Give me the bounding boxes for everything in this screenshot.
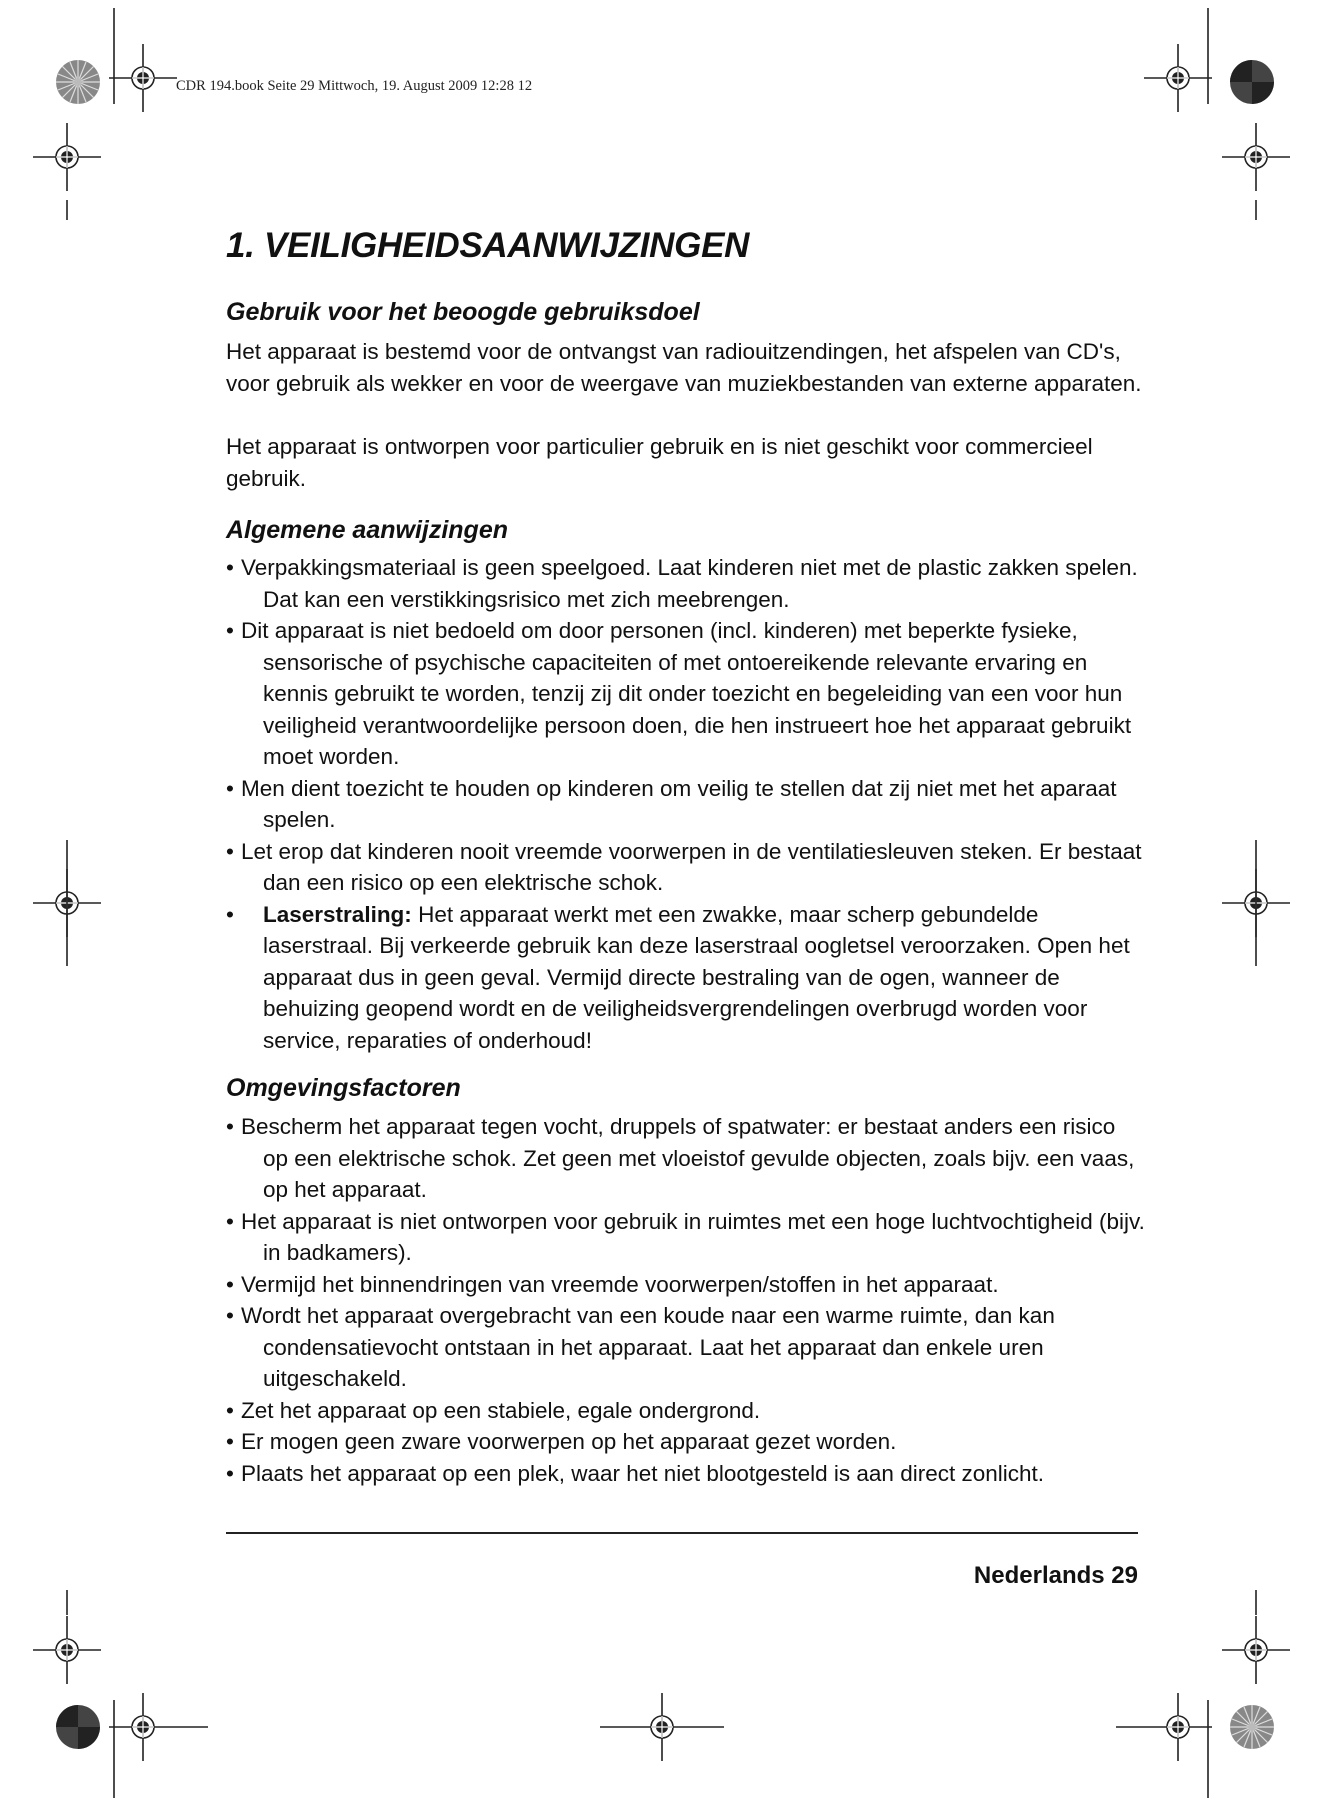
color-bar-icon [56, 60, 100, 104]
bullet-icon: • [226, 1397, 234, 1423]
crosshair-icon [628, 1693, 696, 1761]
color-bar-icon [56, 1705, 100, 1749]
laser-warning-label: Laserstraling: [263, 901, 412, 927]
list-item: • Wordt het apparaat overgebracht van een koude naar een warme ruimte, dan kan condensatievocht ontstaan in het apparaat. Laat het apparaat dan enkele uren uitgeschakeld. [226, 1300, 1146, 1395]
crosshair-icon [109, 44, 177, 112]
list-item: • Zet het apparaat op een stabiele, egale ondergrond. [226, 1395, 1146, 1427]
bullet-icon: • [226, 618, 234, 643]
section-title-intended-use: Gebruik voor het beoogde gebruiksdoel [226, 298, 700, 326]
color-bar-icon [1230, 1705, 1274, 1749]
crosshair-icon [1222, 123, 1290, 191]
bullet-icon: • [226, 838, 234, 864]
bullet-icon: • [226, 1271, 234, 1297]
page-number: Nederlands 29 [973, 1562, 1138, 1589]
footer-divider [226, 1532, 1138, 1534]
list-item: • Let erop dat kinderen nooit vreemde voorwerpen in de ventilatiesleuven steken. Er bestaat dan een risico op een elektrische schok. [226, 836, 1146, 899]
bullet-icon: • [226, 1429, 234, 1454]
bullet-list-environment [226, 1111, 1146, 1489]
list-item: • Laserstraling: Het apparaat werkt met een zwakke, maar scherp gebundelde laserstraal. Bij verkeerde gebruik kan deze laserstraal oogletsel veroorzaken. Open het apparaat dus in geen geval. Vermijd directe bestraling van de ogen, wanneer de behuizing geopend wordt en de veiligheidsvergrendelingen overbrugd worden voor service, reparaties of onderhoud! [226, 899, 1146, 1057]
list-item: • Dit apparaat is niet bedoeld om door personen (incl. kinderen) met beperkte fysieke, sensorische of psychische capaciteiten of met ontoereikende relevante ervaring en kennis gebruikt te worden, tenzij zij dit onder toezicht en begeleiding van een voor hun veiligheid verantwoordelijke persoon doen, die hen instrueert hoe het apparaat gebruikt moet worden. [226, 615, 1146, 773]
bullet-icon: • [226, 775, 234, 801]
color-bar-icon [1230, 60, 1274, 104]
bullet-icon: • [226, 901, 234, 927]
list-item: • Er mogen geen zware voorwerpen op het apparaat gezet worden. [226, 1426, 1146, 1458]
bullet-icon: • [226, 1460, 234, 1486]
list-item: • Verpakkingsmateriaal is geen speelgoed. Laat kinderen niet met de plastic zakken spelen. Dat kan een verstikkingsrisico met zich meebrengen. [226, 552, 1146, 615]
print-header: CDR 194.book Seite 29 Mittwoch, 19. August 2009 12:28 12 [176, 78, 533, 94]
list-item: • Plaats het apparaat op een plek, waar het niet blootgesteld is aan direct zonlicht. [226, 1458, 1146, 1490]
section-title-environment: Omgevingsfactoren [226, 1074, 461, 1102]
crosshair-icon [33, 1616, 101, 1684]
crosshair-icon [1222, 1616, 1290, 1684]
page-title: 1. VEILIGHEIDSAANWIJZINGEN [226, 226, 750, 265]
paragraph: Het apparaat is ontworpen voor particulier gebruik en is niet geschikt voor commercieel gebruik. [226, 434, 1093, 491]
paragraph: Het apparaat is bestemd voor de ontvangst van radiouitzendingen, het afspelen van CD's, voor gebruik als wekker en voor de weergave van muziekbestanden van externe apparaten. [226, 339, 1142, 396]
crosshair-icon [1144, 44, 1212, 112]
crosshair-icon [1144, 1693, 1212, 1761]
list-item: • Men dient toezicht te houden op kinderen om veilig te stellen dat zij niet met het aparaat spelen. [226, 773, 1146, 836]
section-title-general: Algemene aanwijzingen [226, 516, 509, 544]
bullet-list-general [226, 552, 1146, 1056]
bullet-icon: • [226, 1114, 234, 1139]
list-item: • Vermijd het binnendringen van vreemde voorwerpen/stoffen in het apparaat. [226, 1269, 1146, 1301]
bullet-icon: • [226, 1208, 234, 1234]
crosshair-icon [33, 123, 101, 191]
list-item: • Bescherm het apparaat tegen vocht, druppels of spatwater: er bestaat anders een risico op een elektrische schok. Zet geen met vloeistof gevulde objecten, zoals bijv. een vaas, op het apparaat. [226, 1111, 1146, 1206]
bullet-icon: • [226, 555, 234, 580]
list-item: • Het apparaat is niet ontworpen voor gebruik in ruimtes met een hoge luchtvochtigheid (bijv. in badkamers). [226, 1206, 1146, 1269]
crosshair-icon [109, 1693, 177, 1761]
bullet-icon: • [226, 1303, 234, 1328]
